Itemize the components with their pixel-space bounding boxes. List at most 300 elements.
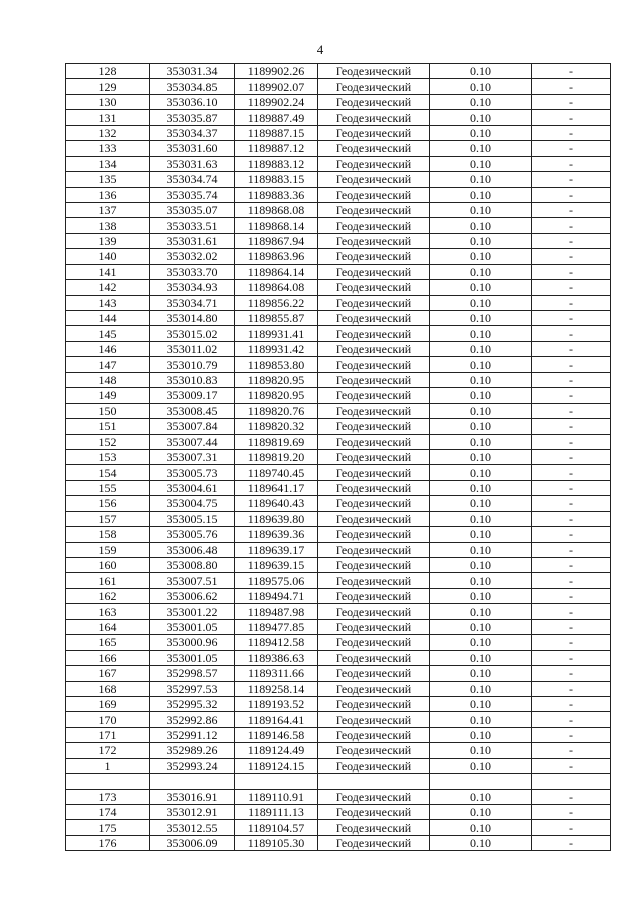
y-coordinate-cell: 1189868.08 [235, 202, 318, 217]
note-cell: - [532, 233, 611, 248]
method-cell: Геодезический [318, 156, 430, 171]
table-row [66, 202, 611, 217]
accuracy-cell: 0.10 [430, 496, 532, 511]
note-cell: - [532, 141, 611, 156]
y-coordinate-cell: 1189887.15 [235, 125, 318, 140]
accuracy-cell: 0.10 [430, 727, 532, 742]
x-coordinate-cell: 353032.02 [150, 249, 235, 264]
table-row [66, 326, 611, 341]
note-cell: - [532, 94, 611, 109]
y-coordinate-cell: 1189863.96 [235, 249, 318, 264]
method-cell: Геодезический [318, 264, 430, 279]
y-coordinate-cell: 1189124.49 [235, 743, 318, 758]
coordinates-table-body [66, 64, 611, 851]
note-cell: - [532, 835, 611, 850]
y-coordinate-cell: 1189887.12 [235, 141, 318, 156]
table-row [66, 789, 611, 804]
method-cell: Геодезический [318, 357, 430, 372]
table-row [66, 604, 611, 619]
y-coordinate-cell: 1189883.12 [235, 156, 318, 171]
note-cell: - [532, 419, 611, 434]
table-row [66, 311, 611, 326]
method-cell: Геодезический [318, 696, 430, 711]
y-coordinate-cell: 1189864.14 [235, 264, 318, 279]
accuracy-cell: 0.10 [430, 125, 532, 140]
table-row [66, 496, 611, 511]
y-coordinate-cell: 1189820.76 [235, 403, 318, 418]
y-coordinate-cell: 1189193.52 [235, 696, 318, 711]
point-number-cell: 129 [66, 79, 150, 94]
point-number-cell: 172 [66, 743, 150, 758]
x-coordinate-cell: 353012.55 [150, 820, 235, 835]
accuracy-cell: 0.10 [430, 187, 532, 202]
x-coordinate-cell: 353034.37 [150, 125, 235, 140]
x-coordinate-cell: 352998.57 [150, 666, 235, 681]
y-coordinate-cell: 1189412.58 [235, 635, 318, 650]
x-coordinate-cell: 353001.22 [150, 604, 235, 619]
note-cell: - [532, 449, 611, 464]
y-coordinate-cell: 1189819.20 [235, 449, 318, 464]
table-row [66, 542, 611, 557]
table-row [66, 295, 611, 310]
method-cell: Геодезический [318, 449, 430, 464]
coordinates-table [65, 63, 611, 851]
table-row [66, 264, 611, 279]
method-cell: Геодезический [318, 388, 430, 403]
accuracy-cell: 0.10 [430, 527, 532, 542]
table-row [66, 372, 611, 387]
x-coordinate-cell: 352991.12 [150, 727, 235, 742]
table-row [66, 527, 611, 542]
y-coordinate-cell: 1189639.36 [235, 527, 318, 542]
note-cell: - [532, 249, 611, 264]
point-number-cell: 166 [66, 650, 150, 665]
y-coordinate-cell: 1189111.13 [235, 805, 318, 820]
y-coordinate-cell: 1189639.80 [235, 511, 318, 526]
note-cell: - [532, 666, 611, 681]
table-row [66, 681, 611, 696]
point-number-cell: 137 [66, 202, 150, 217]
x-coordinate-cell: 353005.73 [150, 465, 235, 480]
table-row [66, 64, 611, 79]
x-coordinate-cell: 353033.51 [150, 218, 235, 233]
accuracy-cell: 0.10 [430, 805, 532, 820]
x-coordinate-cell: 352989.26 [150, 743, 235, 758]
x-coordinate-cell: 352997.53 [150, 681, 235, 696]
method-cell: Геодезический [318, 372, 430, 387]
accuracy-cell: 0.10 [430, 357, 532, 372]
x-coordinate-cell: 353001.05 [150, 650, 235, 665]
accuracy-cell: 0.10 [430, 465, 532, 480]
note-cell: - [532, 125, 611, 140]
table-row [66, 172, 611, 187]
note-cell: - [532, 202, 611, 217]
note-cell: - [532, 681, 611, 696]
note-cell: - [532, 635, 611, 650]
point-number-cell: 148 [66, 372, 150, 387]
method-cell: Геодезический [318, 480, 430, 495]
method-cell: Геодезический [318, 295, 430, 310]
accuracy-cell: 0.10 [430, 110, 532, 125]
accuracy-cell: 0.10 [430, 264, 532, 279]
note-cell: - [532, 588, 611, 603]
table-row [66, 573, 611, 588]
table-row [66, 156, 611, 171]
method-cell: Геодезический [318, 681, 430, 696]
y-coordinate-cell: 1189856.22 [235, 295, 318, 310]
x-coordinate-cell: 353010.83 [150, 372, 235, 387]
table-row [66, 805, 611, 820]
method-cell: Геодезический [318, 249, 430, 264]
note-cell: - [532, 341, 611, 356]
point-number-cell: 128 [66, 64, 150, 79]
table-row [66, 434, 611, 449]
y-coordinate-cell: 1189386.63 [235, 650, 318, 665]
x-coordinate-cell: 353009.17 [150, 388, 235, 403]
point-number-cell: 133 [66, 141, 150, 156]
x-coordinate-cell: 353035.07 [150, 202, 235, 217]
note-cell: - [532, 527, 611, 542]
method-cell: Геодезический [318, 743, 430, 758]
y-coordinate-cell: 1189820.95 [235, 388, 318, 403]
method-cell: Геодезический [318, 789, 430, 804]
note-cell: - [532, 712, 611, 727]
note-cell: - [532, 650, 611, 665]
x-coordinate-cell: 353006.09 [150, 835, 235, 850]
page-number: 4 [316, 42, 324, 57]
point-number-cell: 135 [66, 172, 150, 187]
y-coordinate-cell: 1189311.66 [235, 666, 318, 681]
accuracy-cell: 0.10 [430, 588, 532, 603]
method-cell: Геодезический [318, 465, 430, 480]
note-cell: - [532, 496, 611, 511]
point-number-cell: 153 [66, 449, 150, 464]
table-row [66, 511, 611, 526]
y-coordinate-cell: 1189639.17 [235, 542, 318, 557]
point-number-cell: 1 [66, 758, 150, 773]
method-cell: Геодезический [318, 573, 430, 588]
method-cell: Геодезический [318, 233, 430, 248]
note-cell: - [532, 79, 611, 94]
accuracy-cell: 0.10 [430, 650, 532, 665]
x-coordinate-cell: 353007.51 [150, 573, 235, 588]
table-row [66, 233, 611, 248]
method-cell: Геодезический [318, 542, 430, 557]
accuracy-cell: 0.10 [430, 172, 532, 187]
y-coordinate-cell: 1189164.41 [235, 712, 318, 727]
accuracy-cell: 0.10 [430, 604, 532, 619]
point-number-cell: 174 [66, 805, 150, 820]
x-coordinate-cell: 353008.80 [150, 558, 235, 573]
accuracy-cell: 0.10 [430, 141, 532, 156]
note-cell: - [532, 758, 611, 773]
accuracy-cell: 0.10 [430, 789, 532, 804]
y-coordinate-cell: 1189902.07 [235, 79, 318, 94]
point-number-cell: 164 [66, 619, 150, 634]
y-coordinate-cell: 1189883.15 [235, 172, 318, 187]
point-number-cell: 138 [66, 218, 150, 233]
y-coordinate-cell: 1189640.43 [235, 496, 318, 511]
method-cell: Геодезический [318, 588, 430, 603]
method-cell: Геодезический [318, 820, 430, 835]
x-coordinate-cell: 352993.24 [150, 758, 235, 773]
accuracy-cell: 0.10 [430, 681, 532, 696]
method-cell: Геодезический [318, 202, 430, 217]
x-coordinate-cell: 353004.75 [150, 496, 235, 511]
method-cell: Геодезический [318, 125, 430, 140]
table-row [66, 110, 611, 125]
x-coordinate-cell: 353035.74 [150, 187, 235, 202]
accuracy-cell: 0.10 [430, 280, 532, 295]
table-row [66, 449, 611, 464]
accuracy-cell: 0.10 [430, 156, 532, 171]
accuracy-cell: 0.10 [430, 249, 532, 264]
x-coordinate-cell: 353014.80 [150, 311, 235, 326]
point-number-cell: 157 [66, 511, 150, 526]
method-cell: Геодезический [318, 666, 430, 681]
table-row [66, 666, 611, 681]
note-cell: - [532, 434, 611, 449]
point-number-cell: 163 [66, 604, 150, 619]
method-cell: Геодезический [318, 712, 430, 727]
x-coordinate-cell: 353011.02 [150, 341, 235, 356]
table-row [66, 635, 611, 650]
note-cell: - [532, 357, 611, 372]
point-number-cell: 141 [66, 264, 150, 279]
x-coordinate-cell: 353001.05 [150, 619, 235, 634]
x-coordinate-cell: 353005.15 [150, 511, 235, 526]
accuracy-cell: 0.10 [430, 388, 532, 403]
table-row [66, 79, 611, 94]
accuracy-cell: 0.10 [430, 511, 532, 526]
method-cell: Геодезический [318, 79, 430, 94]
note-cell: - [532, 311, 611, 326]
x-coordinate-cell: 353008.45 [150, 403, 235, 418]
accuracy-cell: 0.10 [430, 403, 532, 418]
table-row [66, 774, 611, 789]
y-coordinate-cell: 1189575.06 [235, 573, 318, 588]
method-cell: Геодезический [318, 527, 430, 542]
note-cell: - [532, 295, 611, 310]
note-cell: - [532, 511, 611, 526]
accuracy-cell: 0.10 [430, 449, 532, 464]
point-number-cell: 160 [66, 558, 150, 573]
note-cell: - [532, 805, 611, 820]
y-coordinate-cell: 1189867.94 [235, 233, 318, 248]
point-number-cell: 176 [66, 835, 150, 850]
table-row [66, 125, 611, 140]
accuracy-cell: 0.10 [430, 835, 532, 850]
point-number-cell: 145 [66, 326, 150, 341]
point-number-cell: 165 [66, 635, 150, 650]
y-coordinate-cell: 1189819.69 [235, 434, 318, 449]
table-row [66, 696, 611, 711]
point-number-cell: 170 [66, 712, 150, 727]
point-number-cell: 142 [66, 280, 150, 295]
table-row [66, 280, 611, 295]
note-cell: - [532, 326, 611, 341]
table-row [66, 187, 611, 202]
x-coordinate-cell: 353007.31 [150, 449, 235, 464]
y-coordinate-cell: 1189494.71 [235, 588, 318, 603]
accuracy-cell: 0.10 [430, 542, 532, 557]
y-coordinate-cell [235, 774, 318, 789]
x-coordinate-cell: 353035.87 [150, 110, 235, 125]
table-row [66, 218, 611, 233]
x-coordinate-cell: 353006.62 [150, 588, 235, 603]
method-cell: Геодезический [318, 511, 430, 526]
note-cell: - [532, 372, 611, 387]
accuracy-cell: 0.10 [430, 480, 532, 495]
accuracy-cell: 0.10 [430, 696, 532, 711]
table-row [66, 588, 611, 603]
note-cell: - [532, 727, 611, 742]
table-row [66, 835, 611, 850]
accuracy-cell: 0.10 [430, 295, 532, 310]
accuracy-cell: 0.10 [430, 820, 532, 835]
x-coordinate-cell: 353036.10 [150, 94, 235, 109]
accuracy-cell: 0.10 [430, 218, 532, 233]
accuracy-cell: 0.10 [430, 233, 532, 248]
table-row [66, 743, 611, 758]
table-row [66, 341, 611, 356]
accuracy-cell: 0.10 [430, 372, 532, 387]
note-cell: - [532, 696, 611, 711]
note-cell: - [532, 172, 611, 187]
table-row [66, 712, 611, 727]
accuracy-cell: 0.10 [430, 419, 532, 434]
y-coordinate-cell: 1189124.15 [235, 758, 318, 773]
note-cell: - [532, 64, 611, 79]
x-coordinate-cell: 353034.85 [150, 79, 235, 94]
y-coordinate-cell: 1189740.45 [235, 465, 318, 480]
y-coordinate-cell: 1189104.57 [235, 820, 318, 835]
note-cell: - [532, 542, 611, 557]
accuracy-cell: 0.10 [430, 758, 532, 773]
accuracy-cell: 0.10 [430, 635, 532, 650]
x-coordinate-cell: 353016.91 [150, 789, 235, 804]
y-coordinate-cell: 1189146.58 [235, 727, 318, 742]
x-coordinate-cell: 353006.48 [150, 542, 235, 557]
table-row [66, 820, 611, 835]
point-number-cell: 167 [66, 666, 150, 681]
x-coordinate-cell: 353010.79 [150, 357, 235, 372]
accuracy-cell: 0.10 [430, 79, 532, 94]
method-cell: Геодезический [318, 187, 430, 202]
note-cell: - [532, 388, 611, 403]
table-row [66, 94, 611, 109]
method-cell: Геодезический [318, 341, 430, 356]
method-cell: Геодезический [318, 64, 430, 79]
y-coordinate-cell: 1189853.80 [235, 357, 318, 372]
point-number-cell: 146 [66, 341, 150, 356]
accuracy-cell: 0.10 [430, 666, 532, 681]
y-coordinate-cell: 1189883.36 [235, 187, 318, 202]
method-cell: Геодезический [318, 496, 430, 511]
point-number-cell: 151 [66, 419, 150, 434]
method-cell: Геодезический [318, 94, 430, 109]
method-cell [318, 774, 430, 789]
point-number-cell: 173 [66, 789, 150, 804]
table-row [66, 650, 611, 665]
table-row [66, 141, 611, 156]
accuracy-cell: 0.10 [430, 326, 532, 341]
note-cell: - [532, 465, 611, 480]
point-number-cell: 154 [66, 465, 150, 480]
note-cell: - [532, 187, 611, 202]
method-cell: Геодезический [318, 311, 430, 326]
point-number-cell: 150 [66, 403, 150, 418]
accuracy-cell: 0.10 [430, 573, 532, 588]
x-coordinate-cell: 353034.93 [150, 280, 235, 295]
y-coordinate-cell: 1189820.32 [235, 419, 318, 434]
point-number-cell: 130 [66, 94, 150, 109]
note-cell: - [532, 264, 611, 279]
point-number-cell: 140 [66, 249, 150, 264]
point-number-cell: 158 [66, 527, 150, 542]
x-coordinate-cell: 353000.96 [150, 635, 235, 650]
method-cell: Геодезический [318, 141, 430, 156]
x-coordinate-cell: 353031.61 [150, 233, 235, 248]
point-number-cell: 171 [66, 727, 150, 742]
y-coordinate-cell: 1189820.95 [235, 372, 318, 387]
x-coordinate-cell [150, 774, 235, 789]
note-cell: - [532, 820, 611, 835]
point-number-cell: 161 [66, 573, 150, 588]
method-cell: Геодезический [318, 403, 430, 418]
point-number-cell: 143 [66, 295, 150, 310]
x-coordinate-cell: 353034.71 [150, 295, 235, 310]
method-cell: Геодезический [318, 326, 430, 341]
x-coordinate-cell: 353007.84 [150, 419, 235, 434]
accuracy-cell: 0.10 [430, 94, 532, 109]
note-cell: - [532, 218, 611, 233]
y-coordinate-cell: 1189931.42 [235, 341, 318, 356]
method-cell: Геодезический [318, 110, 430, 125]
point-number-cell [66, 774, 150, 789]
note-cell: - [532, 573, 611, 588]
note-cell: - [532, 789, 611, 804]
method-cell: Геодезический [318, 805, 430, 820]
y-coordinate-cell: 1189902.24 [235, 94, 318, 109]
x-coordinate-cell: 353031.34 [150, 64, 235, 79]
point-number-cell: 168 [66, 681, 150, 696]
x-coordinate-cell: 353031.60 [150, 141, 235, 156]
accuracy-cell: 0.10 [430, 64, 532, 79]
method-cell: Геодезический [318, 172, 430, 187]
accuracy-cell: 0.10 [430, 558, 532, 573]
point-number-cell: 155 [66, 480, 150, 495]
point-number-cell: 149 [66, 388, 150, 403]
accuracy-cell: 0.10 [430, 341, 532, 356]
x-coordinate-cell: 352995.32 [150, 696, 235, 711]
note-cell: - [532, 604, 611, 619]
note-cell: - [532, 280, 611, 295]
table-row [66, 403, 611, 418]
method-cell: Геодезический [318, 604, 430, 619]
accuracy-cell: 0.10 [430, 712, 532, 727]
y-coordinate-cell: 1189639.15 [235, 558, 318, 573]
accuracy-cell: 0.10 [430, 311, 532, 326]
x-coordinate-cell: 353005.76 [150, 527, 235, 542]
x-coordinate-cell: 353031.63 [150, 156, 235, 171]
y-coordinate-cell: 1189931.41 [235, 326, 318, 341]
y-coordinate-cell: 1189258.14 [235, 681, 318, 696]
note-cell: - [532, 480, 611, 495]
accuracy-cell: 0.10 [430, 619, 532, 634]
method-cell: Геодезический [318, 619, 430, 634]
note-cell [532, 774, 611, 789]
